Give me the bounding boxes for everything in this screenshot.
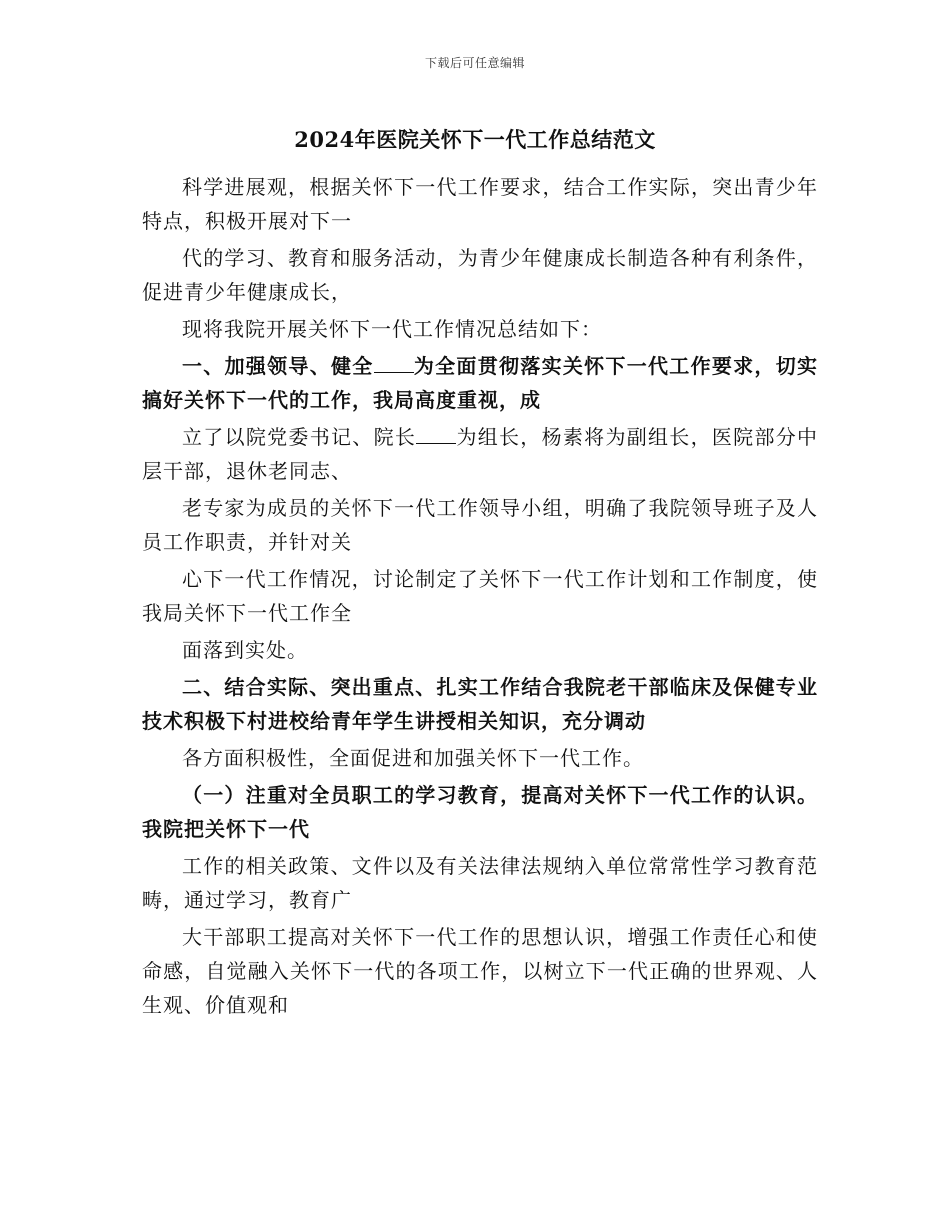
paragraph: 面落到实处。 xyxy=(182,638,308,662)
paragraph: 大干部职工提高对关怀下一代工作的思想认识，增强工作责任心和使命感，自觉融入关怀下一代的各项工作，以树立下一代正确的世界观、人生观、价值观和 xyxy=(142,925,818,1017)
paragraph: 工作的相关政策、文件以及有关法律法规纳入单位常常性学习教育范畴，通过学习，教育广 xyxy=(142,854,818,912)
document-body xyxy=(142,170,818,1025)
paragraph-end: 为组长，杨素将为副组长，医院部分中层干部，退休老同志、 xyxy=(142,425,819,483)
subsection-heading: （一）注重对全员职工的学习教育，提高对关怀下一代工作的认识。我院把关怀下一代 xyxy=(142,783,818,841)
section-heading xyxy=(142,349,818,417)
paragraph: 科学进展观，根据关怀下一代工作要求，结合工作实际，突出青少年特点，积极开展对下一 xyxy=(142,175,818,233)
paragraph: 老专家为成员的关怀下一代工作领导小组，明确了我院领导班子及人员工作职责，并针对关 xyxy=(142,496,818,554)
paragraph: 代的学习、教育和服务活动，为青少年健康成长制造各种有利条件，促进青少年健康成长， xyxy=(142,246,818,304)
fill-in-blank xyxy=(374,354,414,373)
document-title: 2024年医院关怀下一代工作总结范文 xyxy=(294,127,656,152)
paragraph xyxy=(142,420,818,488)
section-heading-end: 为全面贯彻落实关怀下一代工作要求，切实搞好关怀下一代的工作，我局高度重视，成 xyxy=(142,354,819,412)
section-heading: 二、结合实际、突出重点、扎实工作结合我院老干部临床及保健专业技术积极下村进校给青年学生讲授相关知识，充分调动 xyxy=(142,675,818,733)
paragraph-start: 立了以院党委书记、院长 xyxy=(182,425,417,449)
section-heading-start: 一、加强领导、健全 xyxy=(182,354,374,378)
paragraph: 现将我院开展关怀下一代工作情况总结如下： xyxy=(182,317,602,341)
paragraph: 各方面积极性，全面促进和加强关怀下一代工作。 xyxy=(182,746,644,770)
page-header-note: 下载后可任意编辑 xyxy=(424,56,525,70)
paragraph: 心下一代工作情况，讨论制定了关怀下一代工作计划和工作制度，使我局关怀下一代工作全 xyxy=(142,567,818,625)
fill-in-blank xyxy=(416,425,456,444)
